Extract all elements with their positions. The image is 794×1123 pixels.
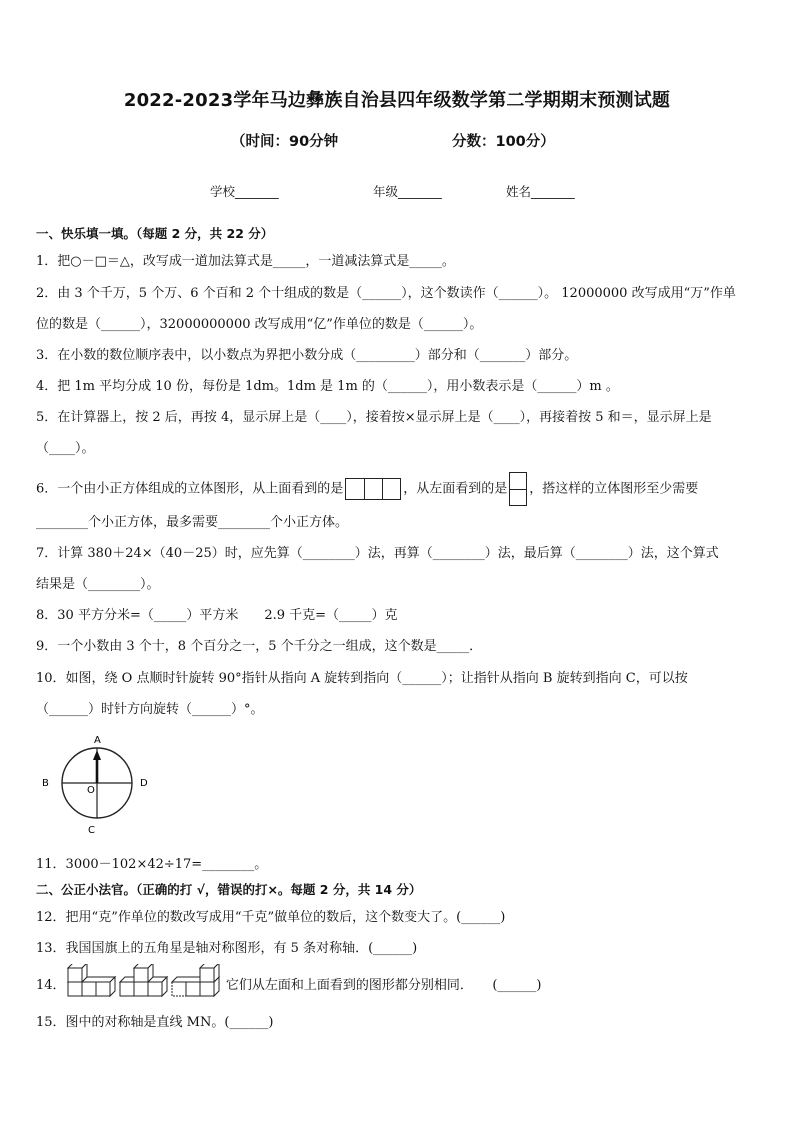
label-b: B [42, 778, 49, 789]
label-c: C [88, 825, 95, 836]
question-8: 8．30 平方分米=（_____）平方米 2.9 千克=（_____）克 [36, 608, 398, 623]
section-heading-judge: 二、公正小法官。（正确的打 √，错误的打×。每题 2 分，共 14 分） [36, 882, 422, 897]
section-heading-fill: 一、快乐填一填。（每题 2 分，共 22 分） [36, 226, 274, 241]
question-11: 11．3000－102×42÷17=________。 [36, 857, 268, 872]
question-13: 13．我国国旗上的五角星是轴对称图形，有 5 条对称轴．(______) [36, 941, 418, 956]
question-7-line-2: 结果是（________）。 [36, 577, 160, 592]
question-15: 15．图中的对称轴是直线 MN。(______) [36, 1015, 274, 1030]
question-4: 4．把 1m 平均分成 10 份，每份是 1dm。1dm 是 1m 的（______），用小数表示是（______）m 。 [36, 379, 619, 394]
question-6-text-a: 6．一个由小正方体组成的立体图形，从上面看到的是 [36, 481, 344, 497]
label-o: O [87, 785, 95, 796]
question-5-line-1: 5．在计算器上，按 2 后，再按 4，显示屏上是（____），接着按×显示屏上是（____），再接着按 5 和＝，显示屏上是 [36, 410, 712, 425]
name-field: 姓名_______ [506, 184, 575, 199]
question-6-line-2: ________个小正方体，最多需要________个小正方体。 [36, 515, 349, 530]
time-limit: （时间：90分钟 [231, 134, 339, 150]
question-10-line-2: （______）时针方向旋转（______）°。 [36, 702, 264, 717]
question-5-line-2: （____）。 [36, 441, 95, 456]
total-score: 分数：100分） [452, 134, 555, 150]
clock-hand-arrow [93, 750, 101, 760]
question-6-text-b: ，从左面看到的是 [403, 481, 508, 497]
question-10-line-1: 10．如图，绕 O 点顺时针旋转 90°指针从指向 A 旋转到指向（______）；让指针从指向 B 旋转到指向 C，可以按 [36, 671, 688, 686]
label-d: D [140, 778, 148, 789]
question-6-line-1 [36, 472, 766, 506]
question-1: 1．把○－□＝△，改写成一道加法算式是_____，一道减法算式是_____。 [36, 254, 455, 269]
school-field: 学校_______ [210, 184, 279, 199]
question-14-text: 它们从左面和上面看到的图形都分别相同． (______) [225, 978, 542, 993]
top-view-figure [345, 478, 401, 500]
question-12: 12．把用“克”作单位的数改写成用“千克”做单位的数后，这个数变大了。(______) [36, 910, 506, 925]
label-a: A [94, 735, 101, 746]
question-9: 9．一个小数由 3 个十，8 个百分之一，5 个千分之一组成，这个数是_____． [36, 639, 483, 654]
question-6-text-c: ，搭这样的立体图形至少需要 [529, 481, 699, 497]
question-3: 3．在小数的数位顺序表中，以小数点为界把小数分成（_________）部分和（_______）部分。 [36, 348, 578, 363]
question-7-line-1: 7．计算 380＋24×（40－25）时，应先算（________）法，再算（________）法，最后算（________）法，这个算式 [36, 546, 719, 561]
grade-field: 年级_______ [373, 184, 442, 199]
page-title: 2022-2023学年马边彝族自治县四年级数学第二学期期末预测试题 [123, 90, 671, 111]
clock-diagram [40, 733, 160, 837]
question-14-number: 14． [36, 978, 66, 993]
question-2-line-1: 2．由 3 个千万，5 个万、6 个百和 2 个十组成的数是（______），这个数读作（______）。 12000000 改写成用“万”作单 [36, 286, 736, 301]
left-view-figure [509, 472, 527, 506]
question-2-line-2: 位的数是（______），32000000000 改写成用“亿”作单位的数是（______）。 [36, 317, 483, 332]
cube-figures [66, 964, 222, 1000]
